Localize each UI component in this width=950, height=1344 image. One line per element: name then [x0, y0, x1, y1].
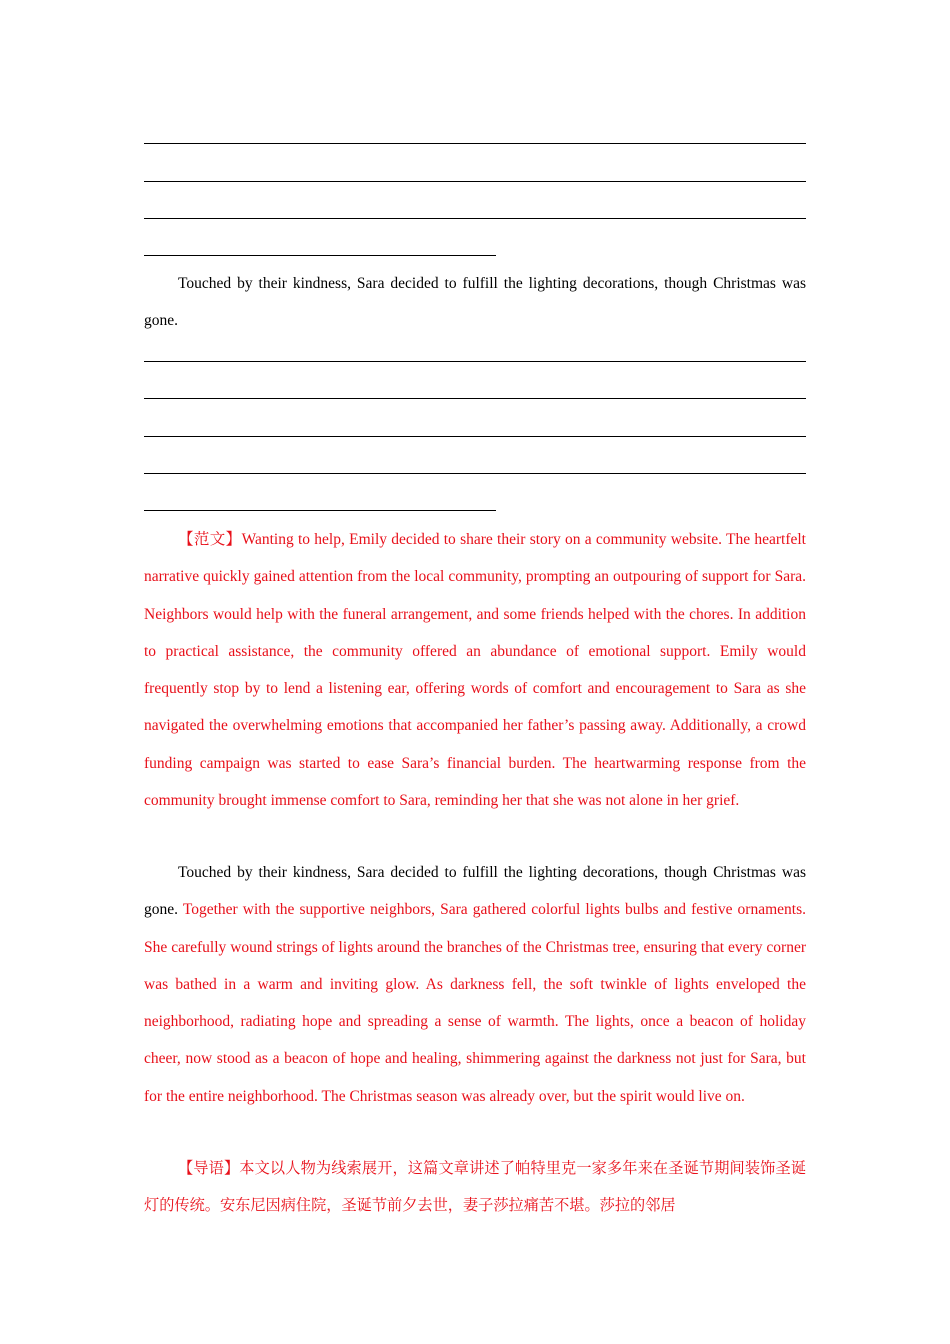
- guide-text: 本文以人物为线索展开，这篇文章讲述了帕特里克一家多年来在圣诞节期间装饰圣诞灯的传统。安东尼因病住院，圣诞节前夕去世，妻子莎拉痛苦不堪。莎拉的邻居: [144, 1159, 806, 1215]
- guide-label: 【导语】: [178, 1159, 240, 1177]
- model-essay-text: Wanting to help, Emily decided to share their story on a community website. The heartfelt narrative quickly gained attention from the local community, prompting an outpouring of support for Sara. Neighbors would help with the funeral arrangement, and some friends helped with the chores. In addition to practical assistance, the community offered an abundance of emotional support. Emily would frequently stop by to lend a listening ear, offering words of comfort and encouragement to Sara as she navigated the overwhelming emotions that accompanied her father’s passing away. Additionally, a crowd funding campaign was started to ease Sara’s financial burden. The heartwarming response from the community brought immense comfort to Sara, reminding her that she was not alone in her grief.: [144, 531, 806, 810]
- writing-line: [144, 218, 806, 219]
- model-essay-paragraph-2: [144, 854, 806, 1115]
- writing-line: [144, 181, 806, 182]
- model-essay-label: 【范文】: [178, 531, 242, 548]
- writing-line: [144, 398, 806, 399]
- prompt-sentence: Touched by their kindness, Sara decided to fulfill the lighting decorations, though Christmas was gone.: [144, 275, 806, 330]
- writing-line: [144, 361, 806, 362]
- model-essay-paragraph-1: [144, 521, 806, 819]
- guide-paragraph: [144, 1150, 806, 1225]
- writing-line: [144, 255, 496, 256]
- writing-line: [144, 143, 806, 144]
- paragraph-continuation: Together with the supportive neighbors, Sara gathered colorful lights bulbs and festive ornaments. She carefully wound strings of lights around the branches of the Christmas tree, ensuring that every corner was bathed in a warm and inviting glow. As darkness fell, the soft twinkle of lights enveloped the neighborhood, radiating hope and spreading a sense of warmth. The lights, once a beacon of holiday cheer, now stood as a beacon of hope and healing, shimmering against the darkness not just for Sara, but for the entire neighborhood. The Christmas season was already over, but the spirit would live on.: [144, 901, 806, 1105]
- writing-line: [144, 436, 806, 437]
- writing-line: [144, 473, 806, 474]
- writing-line: [144, 510, 496, 511]
- paragraph-lead-sentence: Touched by their kindness, Sara decided to fulfill the lighting decorations, though Christmas was gone.: [144, 864, 806, 919]
